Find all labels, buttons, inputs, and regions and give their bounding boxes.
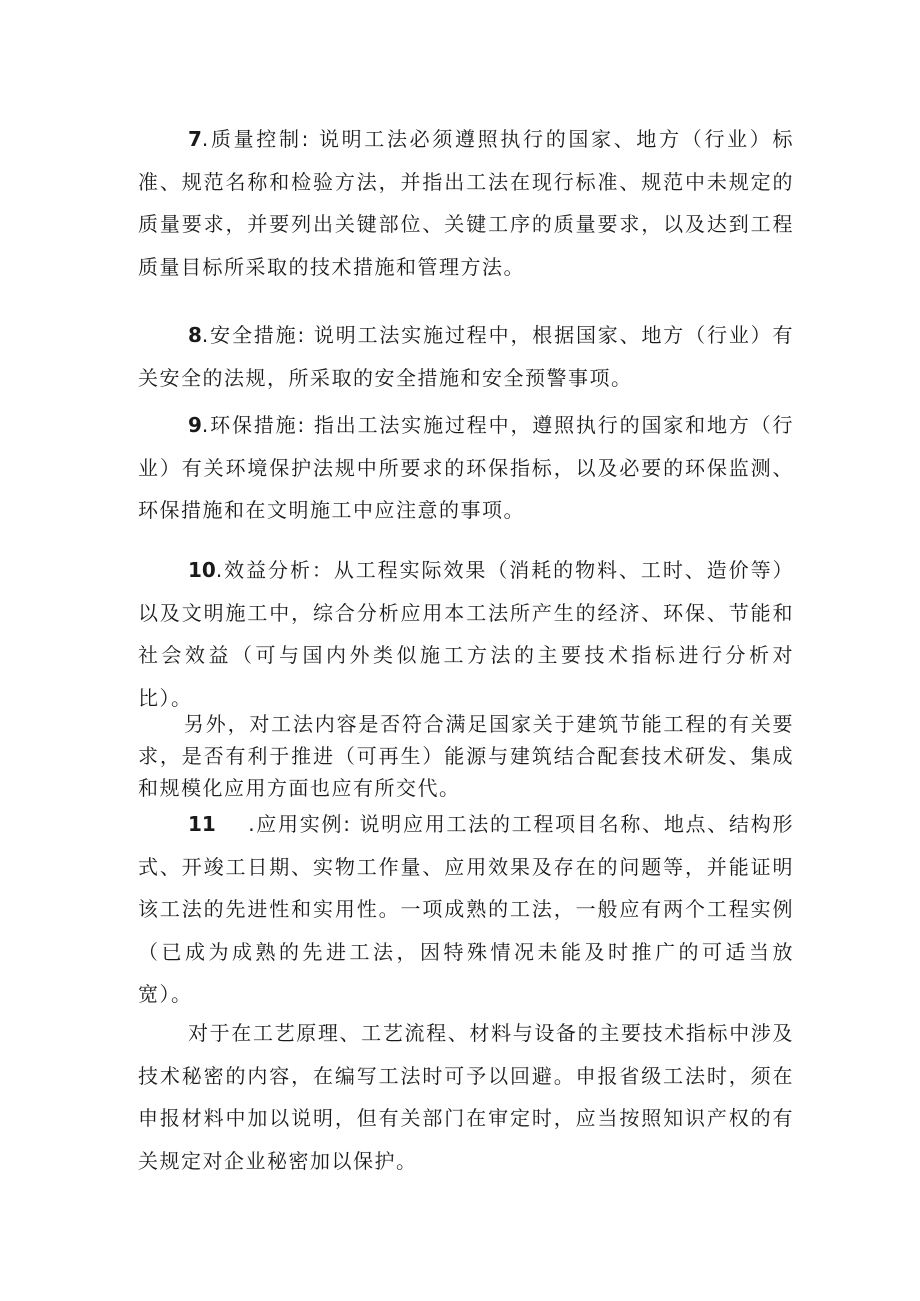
paragraph-text: 另外，对工法内容是否符合满足国家关于建筑节能工程的有关要求，是否有利于推进（可再生）能源与建筑结合配套技术研发、集成和规模化应用方面也应有所交代。 xyxy=(138,712,794,800)
paragraph-quality-control xyxy=(138,118,794,288)
section-title: .环保措施: xyxy=(201,413,306,437)
section-title: .安全措施: xyxy=(201,323,306,347)
section-title: .应用实例: xyxy=(215,812,352,836)
paragraph-environmental-measures xyxy=(138,404,794,532)
section-number: 8 xyxy=(188,323,202,347)
section-body: 指出工法实施过程中，遵照执行的国家和地方（行业）有关环境保护法规中所要求的环保指标，以及必要的环保监测、环保措施和在文明施工中应注意的事项。 xyxy=(138,413,794,522)
section-body: 说明工法实施过程中，根据国家、地方（行业）有关安全的法规，所采取的安全措施和安全预警事项。 xyxy=(138,323,794,390)
section-body: 从工程实际效果（消耗的物料、工时、造价等）以及文明施工中，综合分析应用本工法所产生的经济、环保、节能和社会效益（可与国内外类似施工方法的主要技术指标进行分析对比）。 xyxy=(138,558,795,710)
paragraph-application-examples xyxy=(138,803,794,1016)
section-number: 9 xyxy=(188,413,202,437)
section-title: .效益分析： xyxy=(215,558,334,582)
section-number: 11 xyxy=(188,812,216,836)
paragraph-energy-note xyxy=(138,708,794,804)
section-body: 说明应用工法的工程项目名称、地点、结构形式、开竣工日期、实物工作量、应用效果及存在的问题等，并能证明该工法的先进性和实用性。一项成熟的工法，一般应有两个工程实例（已成为成熟的先进工法，因特殊情况未能及时推广的可适当放宽）。 xyxy=(138,812,794,1006)
paragraph-benefit-analysis xyxy=(138,549,794,719)
paragraph-safety-measures xyxy=(138,314,794,399)
paragraph-text: 对于在工艺原理、工艺流程、材料与设备的主要技术指标中涉及技术秘密的内容，在编写工法时可予以回避。申报省级工法时，须在申报材料中加以说明，但有关部门在审定时，应当按照知识产权的有关规定对企业秘密加以保护。 xyxy=(138,1021,794,1173)
section-title: .质量控制: xyxy=(201,127,310,151)
section-number: 10 xyxy=(188,558,216,582)
section-number: 7 xyxy=(188,127,202,151)
section-body: 说明工法必须遵照执行的国家、地方（行业）标准、规范名称和检验方法，并指出工法在现行标准、规范中未规定的质量要求，并要列出关键部位、关键工序的质量要求，以及达到工程质量目标所采取的技术措施和管理方法。 xyxy=(138,127,794,279)
paragraph-trade-secret-note xyxy=(138,1012,794,1182)
